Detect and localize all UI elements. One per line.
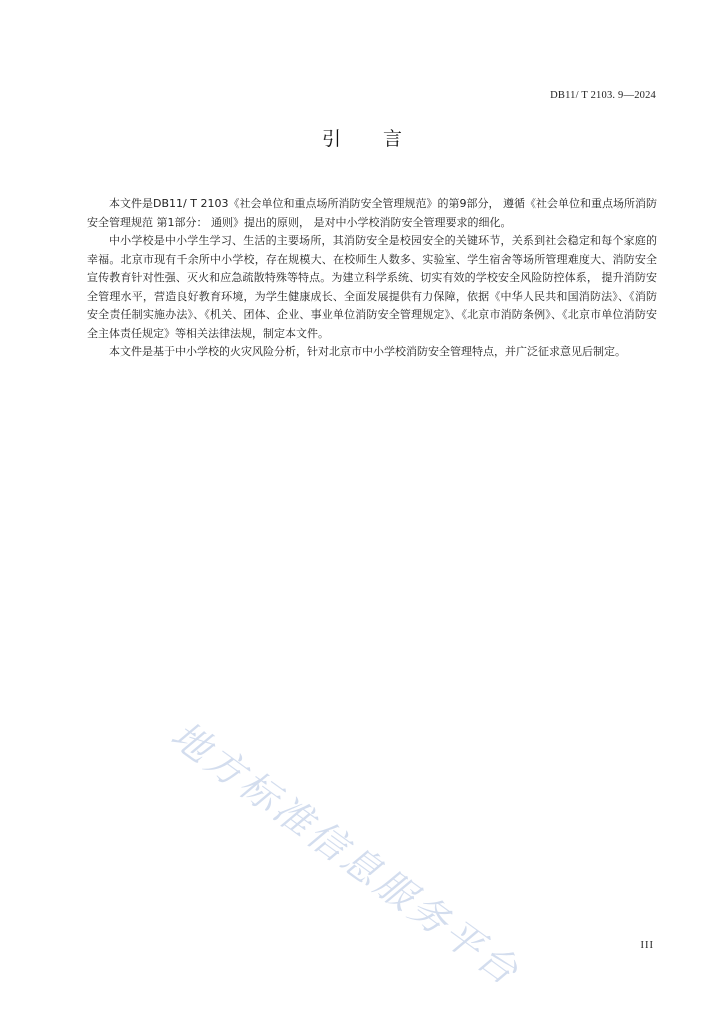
paragraph-basis: 本文件是基于中小学校的火灾风险分析，针对北京市中小学校消防安全管理特点，并广泛征求意见后制定。 bbox=[109, 345, 626, 358]
section-title: 引言 bbox=[321, 128, 444, 150]
watermark: 地方标准信息服务平台 bbox=[163, 712, 529, 996]
paragraph-background: 中小学校是中小学生学习、生活的主要场所，其消防安全是校园安全的关键环节，关系到社会稳定和每个家庭的幸福。北京市现有千余所中小学校，存在规模大、在校师生人数多、实验室、学生宿舍等场所管理难度大、消防安全宣传教育针对性强、灭火和应急疏散特殊等特点。为建立科学系统、切实有效的学校安全风险防控体系， 提升消防安全管理水平，营造良好教育环境，为学生健康成长、全面发展提供有力保障，依据《中华人民共和国消防法》、《消防安全责任制实施办法》、《机关、团体、企业、事业单位消防安全管理规定》、《北京市消防条例》、《北京市单位消防安全主体责任规定》等相关法律法规，制定本文件。 bbox=[87, 234, 657, 340]
paragraph-scope: 本文件是DB11/ T 2103《社会单位和重点场所消防安全管理规范》的第9部分， 遵循《社会单位和重点场所消防安全管理规范 第1部分： 通则》提出的原则， 是对中小学校消防安全管理要求的细化。 bbox=[87, 197, 657, 229]
standard-code: DB11/ T 2103. 9—2024 bbox=[550, 90, 656, 101]
body-text bbox=[87, 195, 657, 362]
page-number: III bbox=[640, 940, 654, 951]
